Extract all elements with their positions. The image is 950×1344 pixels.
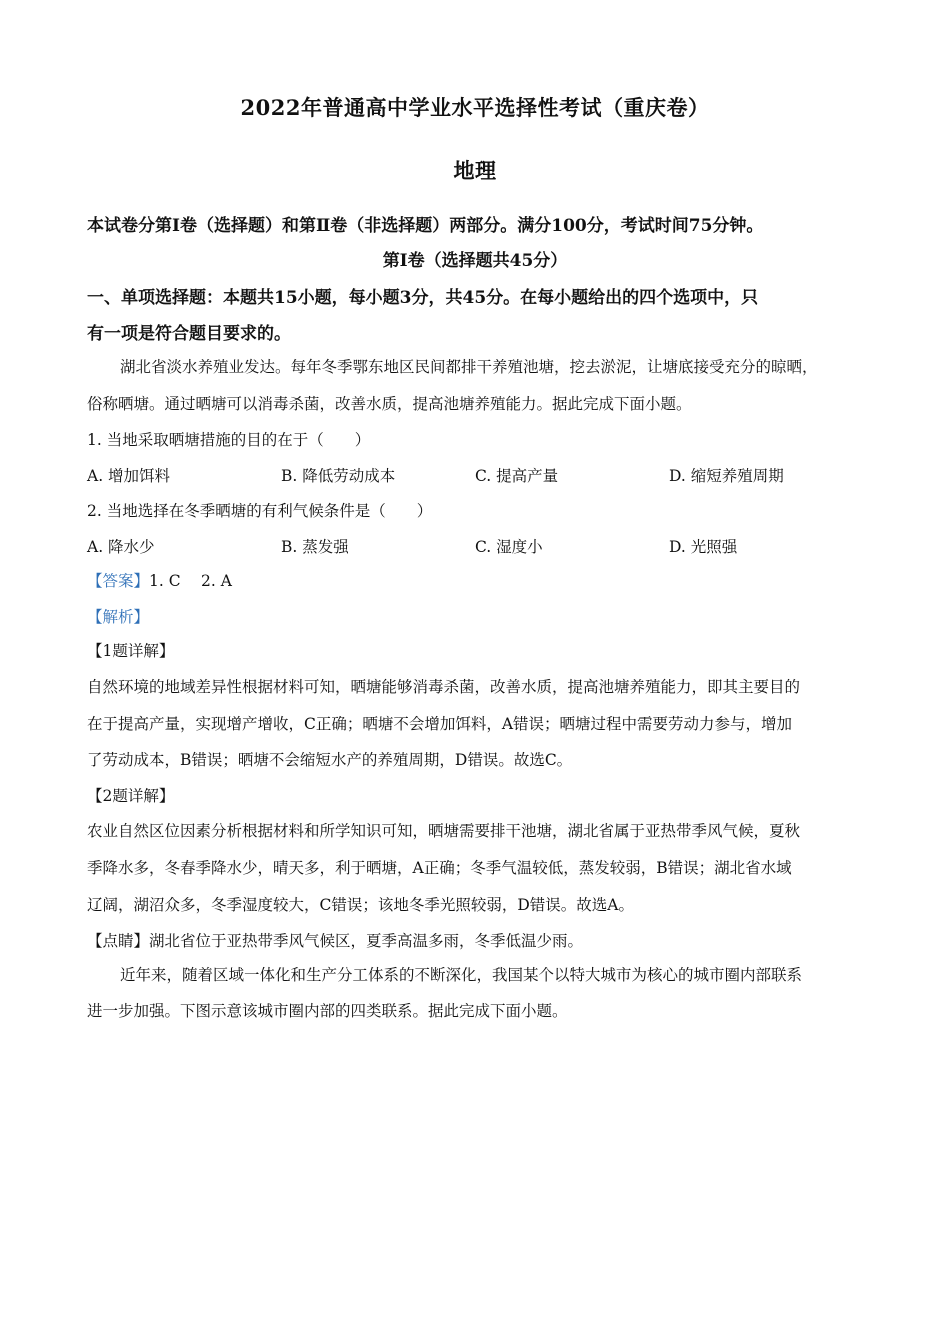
subject-title: 地理 xyxy=(453,158,497,183)
question-1-stem: 1. 当地采取晒塘措施的目的在于（ ） xyxy=(87,431,371,449)
passage1-line2: 俗称晒塘。通过晒塘可以消毒杀菌，改善水质，提高池塘养殖能力。据此完成下面小题。 xyxy=(87,395,692,413)
question-1-option-d: D. 缩短养殖周期 xyxy=(669,467,784,485)
tip-label: 【点睛】 xyxy=(87,932,150,950)
q2-detail-line1: 农业自然区位因素分析根据材料和所学知识可知，晒塘需要排干池塘，湖北省属于亚热带季风气候，夏秋 xyxy=(87,822,801,840)
q1-detail-line3: 了劳动成本，B错误；晒塘不会缩短水产的养殖周期，D错误。故选C。 xyxy=(87,751,573,769)
passage2-line1: 近年来，随着区域一体化和生产分工体系的不断深化，我国某个以特大城市为核心的城市圈内部联系 xyxy=(120,966,803,984)
q1-detail-line2: 在于提高产量，实现增产增收，C正确；晒塘不会增加饵料，A错误；晒塘过程中需要劳动力参与，增加 xyxy=(87,715,793,733)
analysis-label: 【解析】 xyxy=(87,608,150,626)
section1-instruction-line2: 有一项是符合题目要求的。 xyxy=(87,324,291,344)
tip-text: 湖北省位于亚热带季风气候区，夏季高温多雨，冬季低温少雨。 xyxy=(149,932,584,950)
answer-label: 【答案】 xyxy=(87,572,150,590)
passage2-line2: 进一步加强。下图示意该城市圈内部的四类联系。据此完成下面小题。 xyxy=(87,1002,568,1020)
exam-intro: 本试卷分第Ⅰ卷（选择题）和第Ⅱ卷（非选择题）两部分。满分100分，考试时间75分钟。 xyxy=(87,216,764,236)
q1-detail-line1: 自然环境的地域差异性根据材料可知，晒塘能够消毒杀菌，改善水质，提高池塘养殖能力，即其主要目的 xyxy=(87,678,801,696)
section1-instruction-line1: 一、单项选择题：本题共15小题，每小题3分，共45分。在每小题给出的四个选项中，只 xyxy=(87,288,759,308)
answer-line xyxy=(87,569,232,591)
q1-detail-label: 【1题详解】 xyxy=(87,642,175,660)
q2-detail-label: 【2题详解】 xyxy=(87,787,175,805)
question-1-option-a: A. 增加饵料 xyxy=(87,467,171,485)
question-1-option-c: C. 提高产量 xyxy=(475,467,559,485)
question-2-option-c: C. 湿度小 xyxy=(475,538,543,556)
question-2-option-b: B. 蒸发强 xyxy=(281,538,349,556)
part1-title: 第Ⅰ卷（选择题共45分） xyxy=(382,251,568,271)
q2-detail-line3: 辽阔，湖沼众多，冬季湿度较大，C错误；该地冬季光照较弱，D错误。故选A。 xyxy=(87,896,634,914)
q2-detail-line2: 季降水多，冬春季降水少，晴天多，利于晒塘，A正确；冬季气温较低，蒸发较弱，B错误；湖北省水域 xyxy=(87,859,792,877)
passage1-line1: 湖北省淡水养殖业发达。每年冬季鄂东地区民间都排干养殖池塘，挖去淤泥，让塘底接受充分的晾晒， xyxy=(120,358,818,376)
exam-title: 2022年普通高中学业水平选择性考试（重庆卷） xyxy=(240,95,710,120)
question-1-option-b: B. 降低劳动成本 xyxy=(281,467,396,485)
tip-line xyxy=(87,929,583,951)
answer-text: 1. C 2. A xyxy=(149,572,232,590)
question-2-stem: 2. 当地选择在冬季晒塘的有利气候条件是（ ） xyxy=(87,502,433,520)
question-2-option-d: D. 光照强 xyxy=(669,538,738,556)
question-2-option-a: A. 降水少 xyxy=(87,538,155,556)
